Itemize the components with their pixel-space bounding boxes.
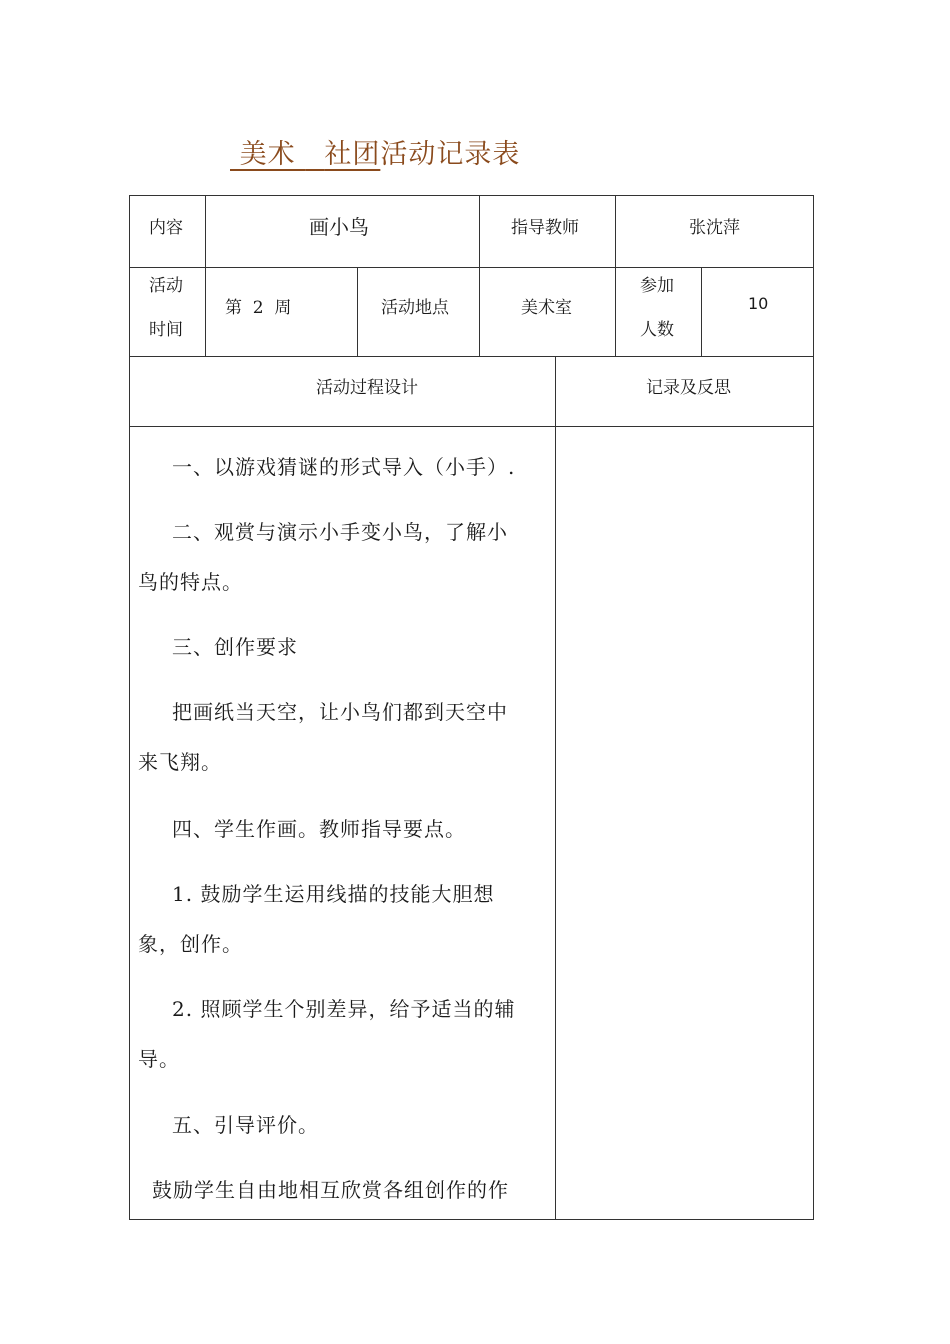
- count-value: 10: [748, 294, 769, 313]
- count-label-line2: 人数: [640, 320, 674, 340]
- process-line: 象，创作。: [138, 932, 243, 956]
- title-gap: [305, 139, 324, 170]
- process-line: 五、引导评价。: [172, 1113, 319, 1137]
- place-label: 活动地点: [381, 298, 449, 318]
- content-label: 内容: [149, 218, 183, 238]
- time-label-line1: 活动: [149, 276, 183, 296]
- content-value: 画小鸟: [309, 215, 369, 239]
- process-line: 把画纸当天空，让小鸟们都到天空中: [172, 700, 508, 724]
- process-line: 四、学生作画。教师指导要点。: [172, 817, 466, 841]
- process-line: 1. 鼓励学生运用线描的技能大胆想: [172, 882, 495, 906]
- process-line: 2. 照顾学生个别差异，给予适当的辅: [172, 997, 516, 1021]
- process-line: 三、创作要求: [172, 635, 298, 659]
- teacher-value: 张沈萍: [689, 218, 740, 238]
- process-line: 来飞翔。: [138, 750, 222, 774]
- page-title: [230, 132, 520, 171]
- record-header: 记录及反思: [646, 378, 731, 398]
- title-suffix: 活动记录表: [380, 139, 521, 170]
- time-value: 第 2 周: [225, 298, 292, 318]
- process-line: 鼓励学生自由地相互欣赏各组创作的作: [152, 1178, 509, 1202]
- process-line: 一、以游戏猜谜的形式导入（小手）.: [172, 455, 516, 479]
- title-club: 社团: [324, 139, 381, 170]
- count-label-line1: 参加: [640, 276, 674, 296]
- teacher-label: 指导教师: [511, 218, 579, 238]
- time-label-line2: 时间: [149, 320, 183, 340]
- process-line: 二、观赏与演示小手变小鸟，了解小: [172, 520, 508, 544]
- place-value: 美术室: [521, 298, 572, 318]
- process-line: 导。: [138, 1047, 180, 1071]
- cell-record: [555, 426, 814, 1220]
- process-line: 鸟的特点。: [138, 570, 243, 594]
- title-subject: 美术: [230, 139, 306, 170]
- design-header: 活动过程设计: [316, 378, 418, 398]
